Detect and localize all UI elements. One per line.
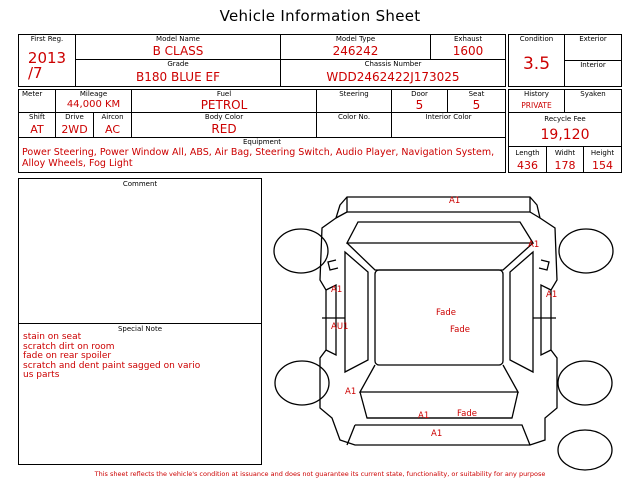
first-reg-label: First Reg. bbox=[30, 35, 64, 43]
disclaimer: This sheet reflects the vehicle's condition at issuance and does not guarantee its current state, functionality, or suitability for any purpose bbox=[94, 470, 546, 478]
door-value: 5 bbox=[415, 98, 424, 112]
damage-roof-1: Fade bbox=[436, 308, 456, 318]
hood bbox=[336, 212, 540, 218]
damage-roof-2: Fade bbox=[450, 325, 470, 335]
fuel-label: Fuel bbox=[216, 90, 232, 98]
chassis-value: WDD2462422J173025 bbox=[326, 70, 460, 84]
recycle-fee-value: 19,120 bbox=[540, 127, 590, 143]
syaken-label: Syaken bbox=[580, 90, 606, 98]
history-label: History bbox=[524, 90, 549, 98]
fuel-value: PETROL bbox=[200, 98, 248, 112]
damage-right-front: A1 bbox=[528, 240, 540, 250]
interior-label: Interior bbox=[580, 61, 606, 69]
model-type-value: 246242 bbox=[332, 44, 379, 58]
aircon-value: AC bbox=[104, 123, 120, 136]
damage-front-top: A1 bbox=[449, 196, 461, 206]
first-reg-year: 2013 bbox=[27, 49, 67, 67]
exterior-label: Exterior bbox=[579, 35, 607, 43]
condition-value: 3.5 bbox=[522, 54, 551, 74]
damage-left-rear: A1 bbox=[345, 387, 357, 397]
spare-wheel bbox=[558, 430, 612, 470]
interior-color-label: Interior Color bbox=[425, 113, 472, 121]
grade-label: Grade bbox=[167, 60, 189, 68]
drive-label: Drive bbox=[65, 113, 84, 121]
windshield bbox=[347, 243, 533, 270]
comment-label: Comment bbox=[122, 180, 158, 188]
tailgate bbox=[360, 392, 518, 418]
color-no-label: Color No. bbox=[337, 113, 371, 121]
body-outline bbox=[320, 197, 557, 445]
mileage-value: 44,000 KM bbox=[66, 99, 121, 110]
exhaust-label: Exhaust bbox=[453, 35, 483, 43]
front-bumper bbox=[347, 197, 530, 212]
width-value: 178 bbox=[554, 159, 576, 172]
meter-label: Meter bbox=[22, 90, 43, 98]
special-note-line: us parts bbox=[23, 370, 60, 381]
special-note-line: stain on seat bbox=[23, 332, 82, 342]
wheel-rear-right bbox=[558, 361, 612, 405]
drive-value: 2WD bbox=[61, 123, 88, 136]
length-label: Length bbox=[515, 149, 540, 157]
special-note-label: Special Note bbox=[117, 325, 163, 333]
history-value: PRIVATE bbox=[521, 101, 552, 110]
sheet-title: Vehicle Information Sheet bbox=[219, 7, 421, 25]
mileage-label: Mileage bbox=[79, 90, 108, 98]
model-name-label: Model Name bbox=[156, 35, 200, 43]
wheel-front-right bbox=[559, 229, 613, 273]
rear-window bbox=[360, 365, 518, 392]
special-note-line: fade on rear spoiler bbox=[23, 351, 112, 362]
special-note-line: scratch and dent paint sagged on vario bbox=[23, 360, 201, 371]
width-label: Widht bbox=[554, 149, 576, 157]
seat-label: Seat bbox=[468, 90, 485, 98]
seat-value: 5 bbox=[472, 98, 481, 112]
height-label: Height bbox=[590, 149, 615, 157]
recycle-fee-label: Recycle Fee bbox=[544, 115, 586, 123]
damage-rear-1: A1 bbox=[418, 411, 430, 421]
length-value: 436 bbox=[517, 159, 538, 172]
door-label: Door bbox=[411, 90, 428, 98]
special-note-line: scratch dirt on room bbox=[23, 341, 115, 352]
grade-value: B180 BLUE EF bbox=[136, 70, 220, 84]
equipment-value: Power Steering, Power Window All, ABS, Air Bag, Steering Switch, Audio Player, Navigation System, Alloy Wheels, Fog Light bbox=[22, 147, 495, 169]
hood-panel bbox=[347, 222, 533, 243]
left-side-panel bbox=[326, 285, 336, 355]
left-side-window bbox=[345, 252, 368, 372]
damage-left-rear-door: AU1 bbox=[331, 322, 349, 332]
aircon-label: Aircon bbox=[101, 113, 124, 121]
condition-label: Condition bbox=[519, 35, 554, 43]
right-side-window bbox=[510, 252, 533, 372]
mirror-right bbox=[539, 260, 549, 270]
wheel-rear-left bbox=[275, 361, 329, 405]
steering-label: Steering bbox=[339, 90, 369, 98]
body-color-value: RED bbox=[211, 122, 237, 136]
damage-left-front-door: A1 bbox=[331, 285, 343, 295]
shift-label: Shift bbox=[29, 113, 45, 121]
height-value: 154 bbox=[592, 159, 613, 172]
damage-rear-bottom: A1 bbox=[431, 429, 443, 439]
first-reg-month: /7 bbox=[28, 64, 43, 82]
body-color-label: Body Color bbox=[204, 113, 244, 121]
exhaust-value: 1600 bbox=[452, 44, 484, 58]
chassis-label: Chassis Number bbox=[364, 60, 422, 68]
mirror-left bbox=[328, 260, 338, 270]
damage-rear-2: Fade bbox=[457, 409, 477, 419]
model-type-label: Model Type bbox=[335, 35, 376, 43]
equipment-label: Equipment bbox=[243, 138, 281, 146]
damage-right-front-door: A1 bbox=[546, 290, 558, 300]
shift-value: AT bbox=[30, 123, 44, 136]
model-name-value: B CLASS bbox=[152, 44, 204, 58]
